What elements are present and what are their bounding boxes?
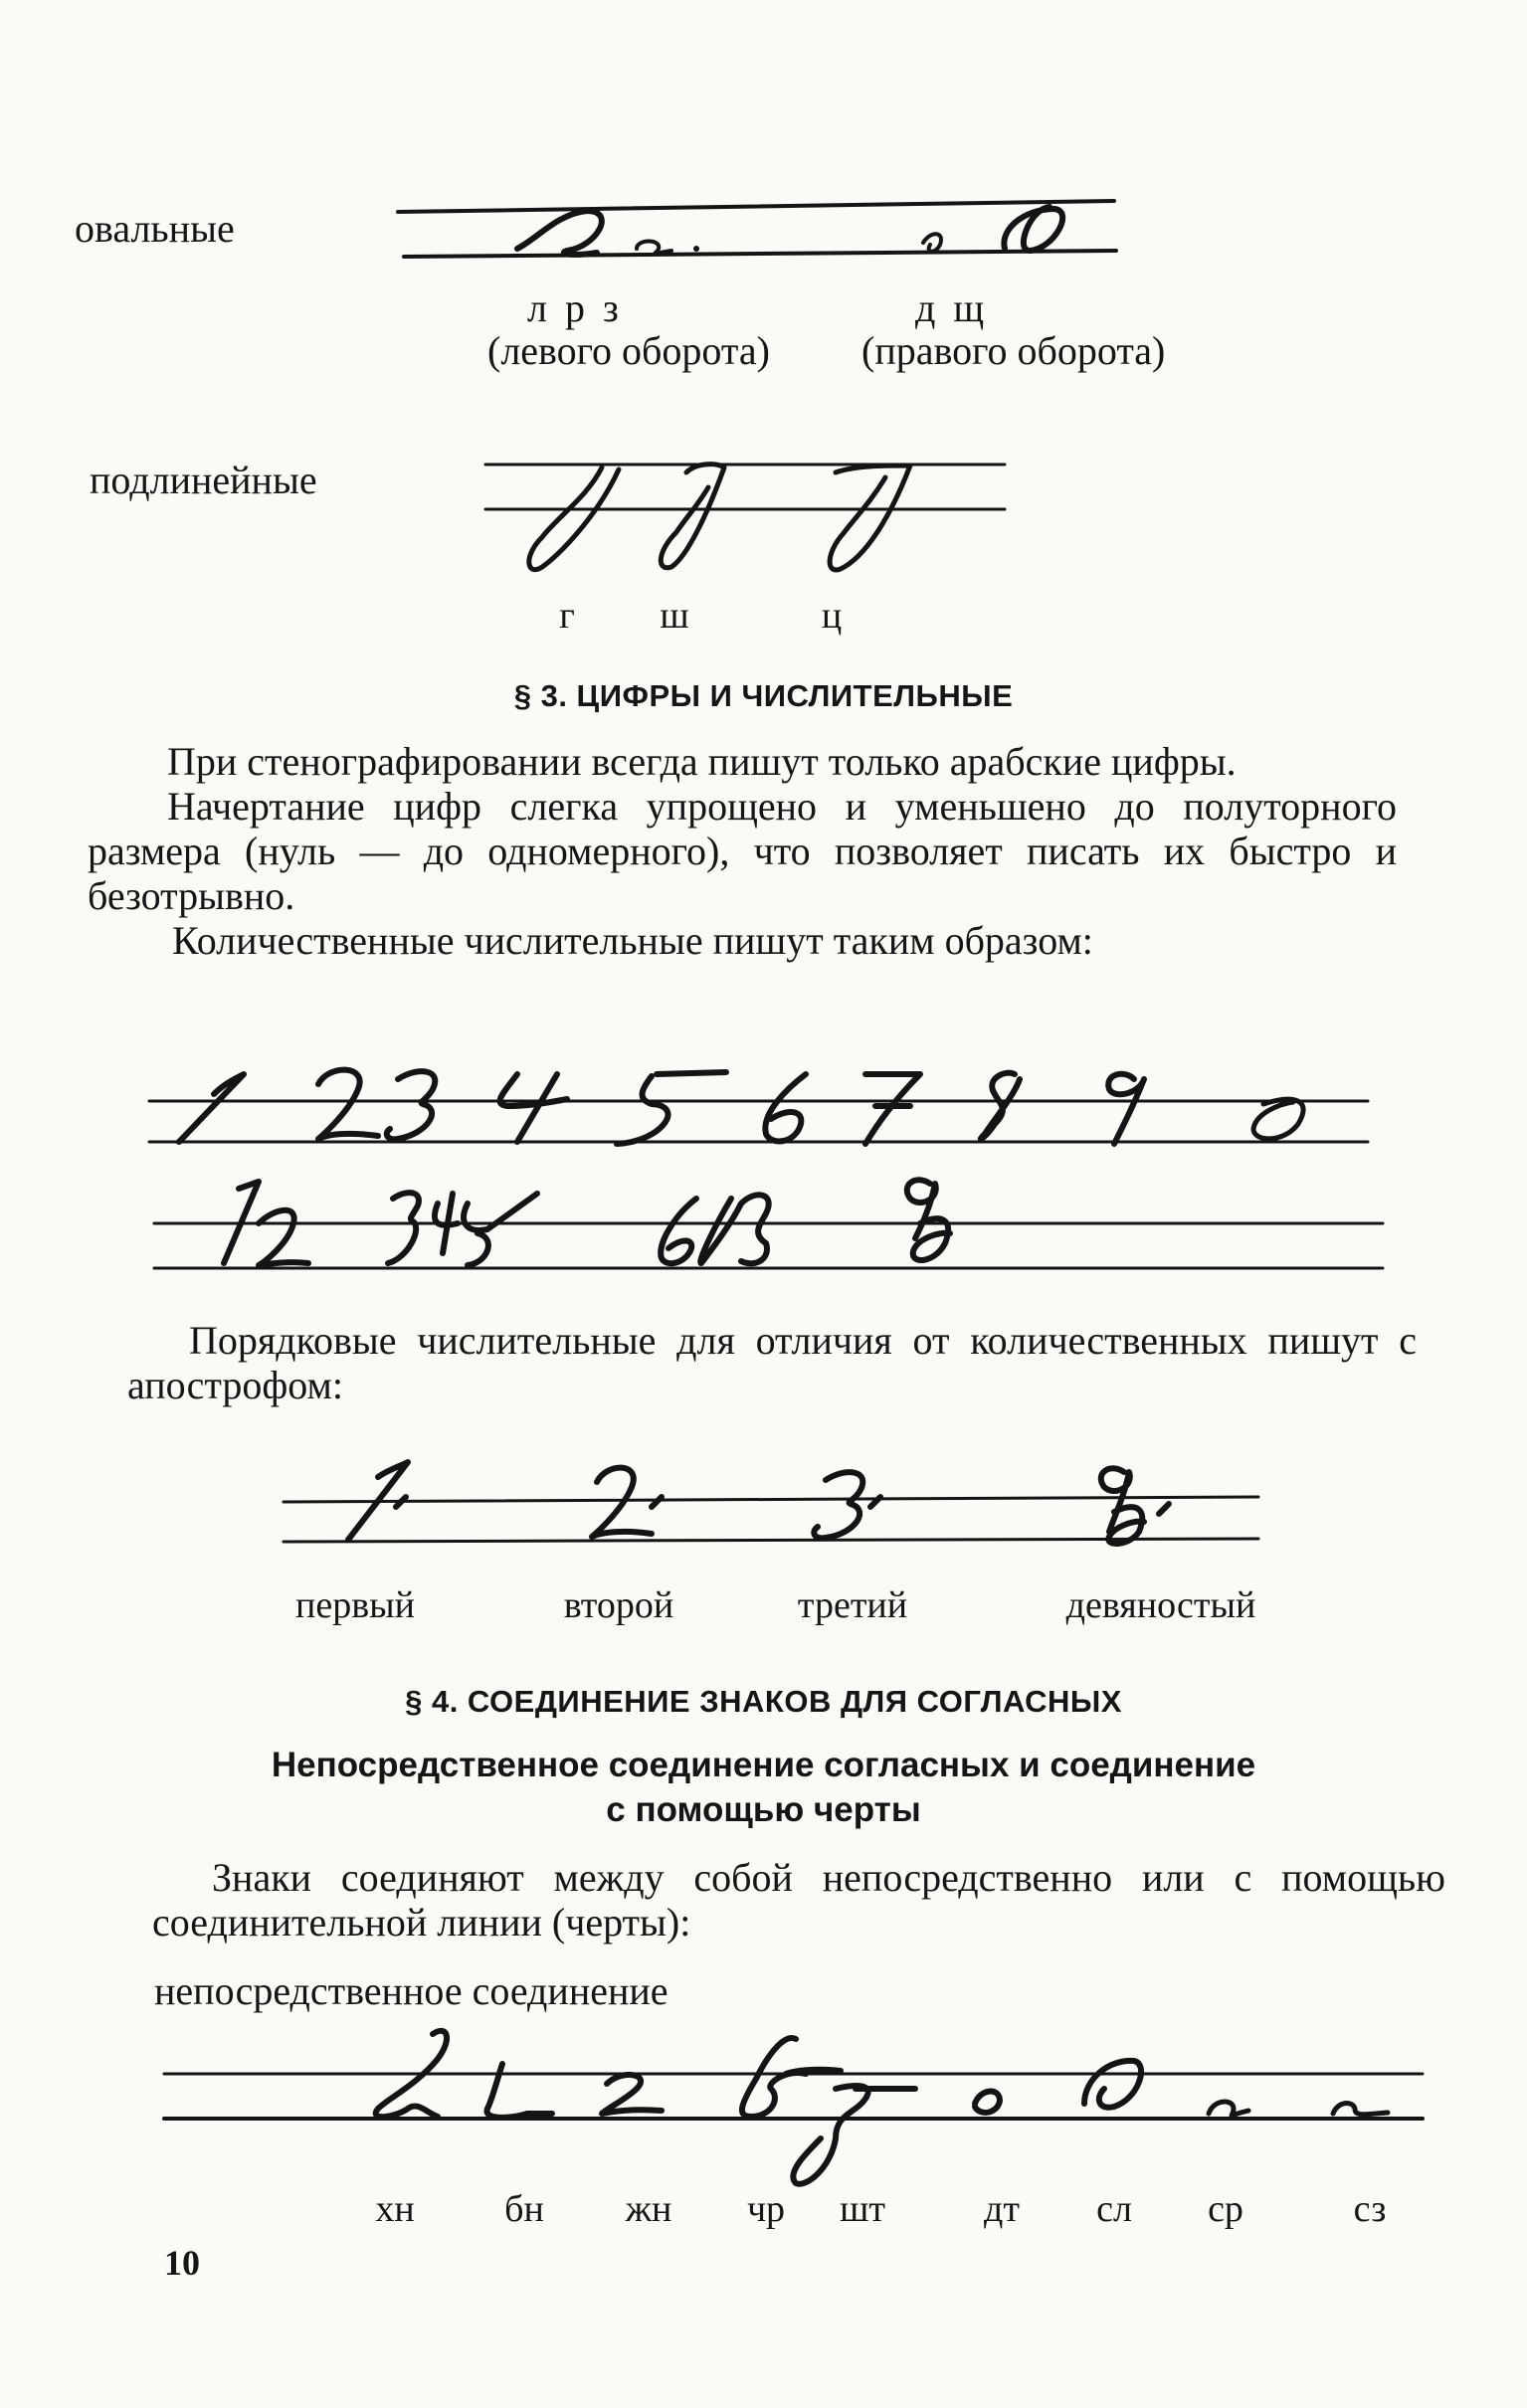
section-4-heading: § 4. СОЕДИНЕНИЕ ЗНАКОВ ДЛЯ СОГЛАСНЫХ [405,1684,1122,1719]
oval-letters-right: д щ [915,285,985,330]
ordinal-label: девяностый [1065,1584,1256,1626]
oval-caption-left: (левого оборота) [487,328,770,373]
sublinear-letter: г [559,595,575,637]
section-3-heading: § 3. ЦИФРЫ И ЧИСЛИТЕЛЬНЫЕ [513,678,1014,713]
oval-caption-right: (правого оборота) [861,328,1166,373]
oval-signs-label: овальные [75,206,235,251]
combo-label: шт [840,2188,885,2230]
sublinear-letter: ш [660,595,689,637]
combo-label: ср [1208,2188,1243,2230]
direct-connection-label: непосредственное соединение [154,1968,668,2013]
combo-label: хн [375,2188,415,2230]
paragraph: Начертание цифр слегка упрощено и уменьшено до полуторного размера (нуль — до одномерного), что позволяет писать их быстро и безотрывно. [88,784,1397,918]
paragraph: При стенографировании всегда пишут только арабские цифры. [167,739,1237,784]
sublinear-signs-label: подлинейные [90,458,317,502]
paragraph: Порядковые числительные для отличия от количественных пишут с апострофом: [127,1318,1417,1407]
paragraph: Знаки соединяют между собой непосредственно или с помощью соединительной линии (черты): [152,1855,1445,1945]
combo-label: чр [746,2188,786,2230]
ordinal-label: третий [797,1584,908,1626]
ordinal-label: первый [294,1584,416,1626]
combo-label: дт [984,2188,1020,2230]
sublinear-letter: ц [821,595,843,637]
ordinal-label: второй [563,1584,674,1626]
combo-label: сз [1353,2188,1387,2230]
combo-label: бн [504,2188,544,2230]
combo-label: сл [1096,2188,1132,2230]
section-4-subheading-line1: Непосредственное соединение согласных и соединение [271,1746,1256,1784]
combo-label: жн [625,2188,672,2230]
section-4-subheading-line2: с помощью черты [606,1790,921,1829]
oval-letters-left: л р з [527,285,619,330]
paragraph: Количественные числительные пишут таким образом: [172,918,1093,963]
page-number: 10 [164,2243,200,2283]
